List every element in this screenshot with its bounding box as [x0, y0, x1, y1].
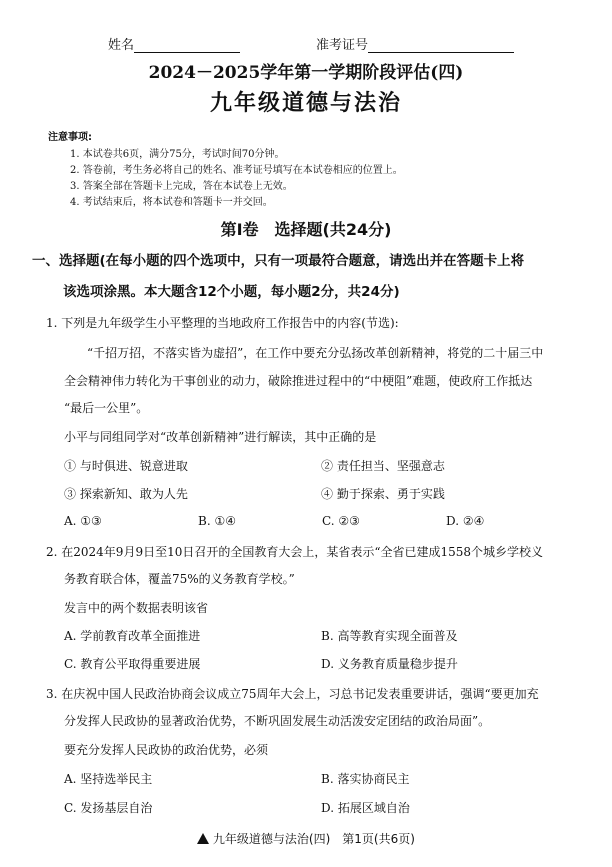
question-prompt: 要充分发挥人民政协的政治优势，必须 — [64, 743, 269, 757]
name-blank — [134, 40, 240, 53]
option: B. 高等教育实现全面普及 — [321, 629, 458, 643]
footer-text: 九年级道德与法治(四) 第1页(共6页) — [212, 832, 415, 846]
statement: ④ 勤于探索、勇于实践 — [321, 487, 445, 501]
page-footer — [0, 830, 612, 847]
section-title: 第Ⅰ卷 选择题(共24分) — [220, 220, 392, 239]
question-prompt: 发言中的两个数据表明该省 — [64, 601, 209, 615]
name-field — [108, 34, 240, 53]
note-item: 1. 本试卷共6页，满分75分，考试时间70分钟。 — [70, 149, 285, 160]
option: C. ②③ — [322, 514, 360, 528]
option: D. ②④ — [446, 514, 485, 528]
quote-line: “千招万招，不落实皆为虚招”，在工作中要充分弘扬改革创新精神，将党的二十届三中 — [87, 346, 544, 360]
triangle-icon — [197, 833, 209, 844]
quote-line: “最后一公里”。 — [64, 401, 149, 415]
question-stem: 务教育联合体，覆盖75%的义务教育学校。” — [64, 572, 295, 586]
section-instruction: 该选项涂黑。本大题含12个小题，每小题2分，共24分) — [63, 284, 400, 300]
option: C. 发扬基层自治 — [64, 801, 153, 815]
note-item: 3. 答案全部在答题卡上完成，答在本试卷上无效。 — [70, 181, 293, 192]
question-stem: 2. 在2024年9月9日至10日召开的全国教育大会上，某省表示“全省已建成1558个城乡学校义 — [46, 545, 544, 559]
statement: ③ 探索新知、敢为人先 — [64, 487, 188, 501]
option: B. ①④ — [198, 514, 236, 528]
question-stem: 3. 在庆祝中国人民政治协商会议成立75周年大会上，习总书记发表重要讲话，强调“要更加充 — [46, 687, 539, 701]
note-item: 4. 考试结束后，将本试卷和答题卡一并交回。 — [70, 197, 273, 208]
exam-title: 2024－2025学年第一学期阶段评估(四) — [148, 63, 464, 83]
option: B. 落实协商民主 — [321, 772, 410, 786]
question-prompt: 小平与同组同学对“改革创新精神”进行解读，其中正确的是 — [64, 430, 377, 444]
quote-line: 全会精神伟力转化为干事创业的动力，破除推进过程中的“中梗阻”难题，使政府工作抵达 — [64, 374, 533, 388]
name-label: 姓名 — [108, 38, 135, 53]
option: D. 义务教育质量稳步提升 — [321, 657, 458, 671]
statement: ① 与时俱进、锐意进取 — [64, 459, 188, 473]
section-instruction: 一、选择题(在每小题的四个选项中，只有一项最符合题意，请选出并在答题卡上将 — [32, 253, 525, 269]
option: A. 学前教育改革全面推进 — [64, 629, 201, 643]
exam-no-blank — [368, 40, 514, 53]
question-stem: 分发挥人民政协的显著政治优势，不断巩固发展生动活泼安定团结的政治局面”。 — [64, 714, 491, 728]
option: A. 坚持选举民主 — [64, 772, 153, 786]
subject-title: 九年级道德与法治 — [209, 91, 402, 116]
statement: ② 责任担当、坚强意志 — [321, 459, 445, 473]
option: A. ①③ — [64, 514, 102, 528]
exam-no-field — [316, 34, 514, 53]
option: C. 教育公平取得重要进展 — [64, 657, 201, 671]
question-stem: 1. 下列是九年级学生小平整理的当地政府工作报告中的内容(节选): — [46, 316, 399, 330]
exam-no-label: 准考证号 — [316, 38, 369, 53]
notes-heading: 注意事项: — [48, 132, 92, 143]
note-item: 2. 答卷前，考生务必将自己的姓名、准考证号填写在本试卷相应的位置上。 — [70, 165, 403, 176]
option: D. 拓展区域自治 — [321, 801, 410, 815]
